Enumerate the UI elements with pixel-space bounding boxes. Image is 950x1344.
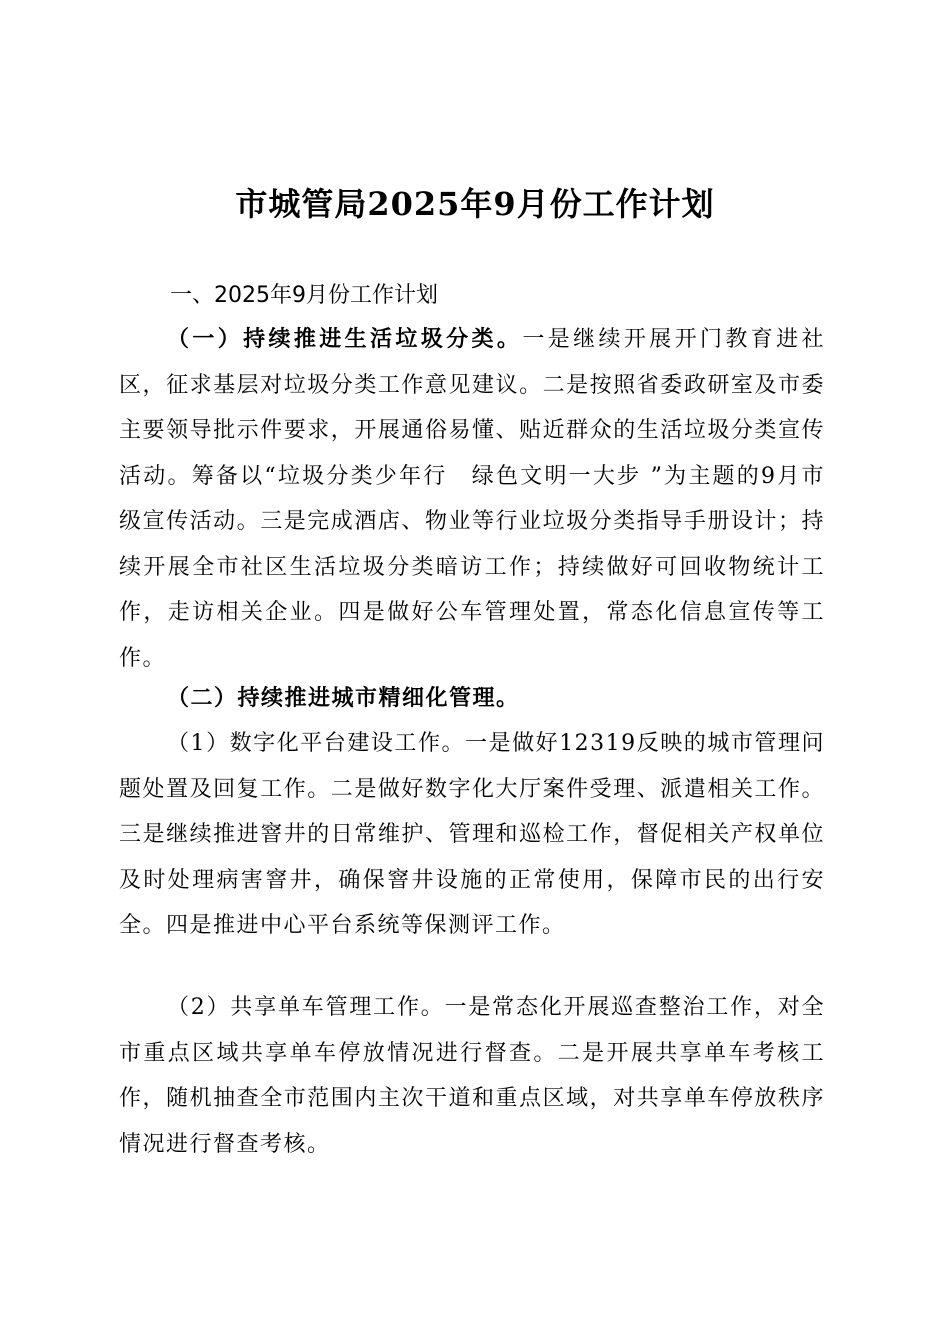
document-title: 市城管局2025年9月份工作计划 <box>235 185 715 223</box>
item-2-paragraph <box>119 676 825 722</box>
sub-item-2-paragraph: （2）共享单车管理工作。一是常态化开展巡查整治工作，对全市重点区域共享单车停放情况进行督查。二是开展共享单车考核工作，随机抽查全市范围内主次干道和重点区域，对共享单车停放秩序情况进行督查考核。 <box>119 995 825 1157</box>
item-1-body: 一是继续开展开门教育进社区，征求基层对垃圾分类工作意见建议。二是按照省委政研室及市委主要领导批示件要求，开展通俗易懂、贴近群众的生活垃圾分类宣传活动。筹备以“垃圾分类少年行 绿色文明一大步 ”为主题的9月市级宣传活动。三是完成酒店、物业等行业垃圾分类指导手册设计；持续开展全市社区生活垃圾分类暗访工作；持续做好可回收物统计工作，走访相关企业。四是做好公车管理处置，常态化信息宣传等工作。 <box>119 327 825 671</box>
section-heading: 一、2025年9月份工作计划 <box>170 283 438 308</box>
item-1-paragraph <box>119 317 825 681</box>
item-1-lead: （一）持续推进生活垃圾分类。 <box>167 326 523 352</box>
item-2-lead: （二）持续推进城市精细化管理。 <box>167 685 520 711</box>
sub-item-1-paragraph: （1）数字化平台建设工作。一是做好12319反映的城市管理问题处置及回复工作。二是做好数字化大厅案件受理、派遣相关工作。三是继续推进窨井的日常维护、管理和巡检工作，督促相关产权单位及时处理病害窨井，确保窨井设施的正常使用，保障市民的出行安全。四是推进中心平台系统等保测评工作。 <box>119 731 825 938</box>
